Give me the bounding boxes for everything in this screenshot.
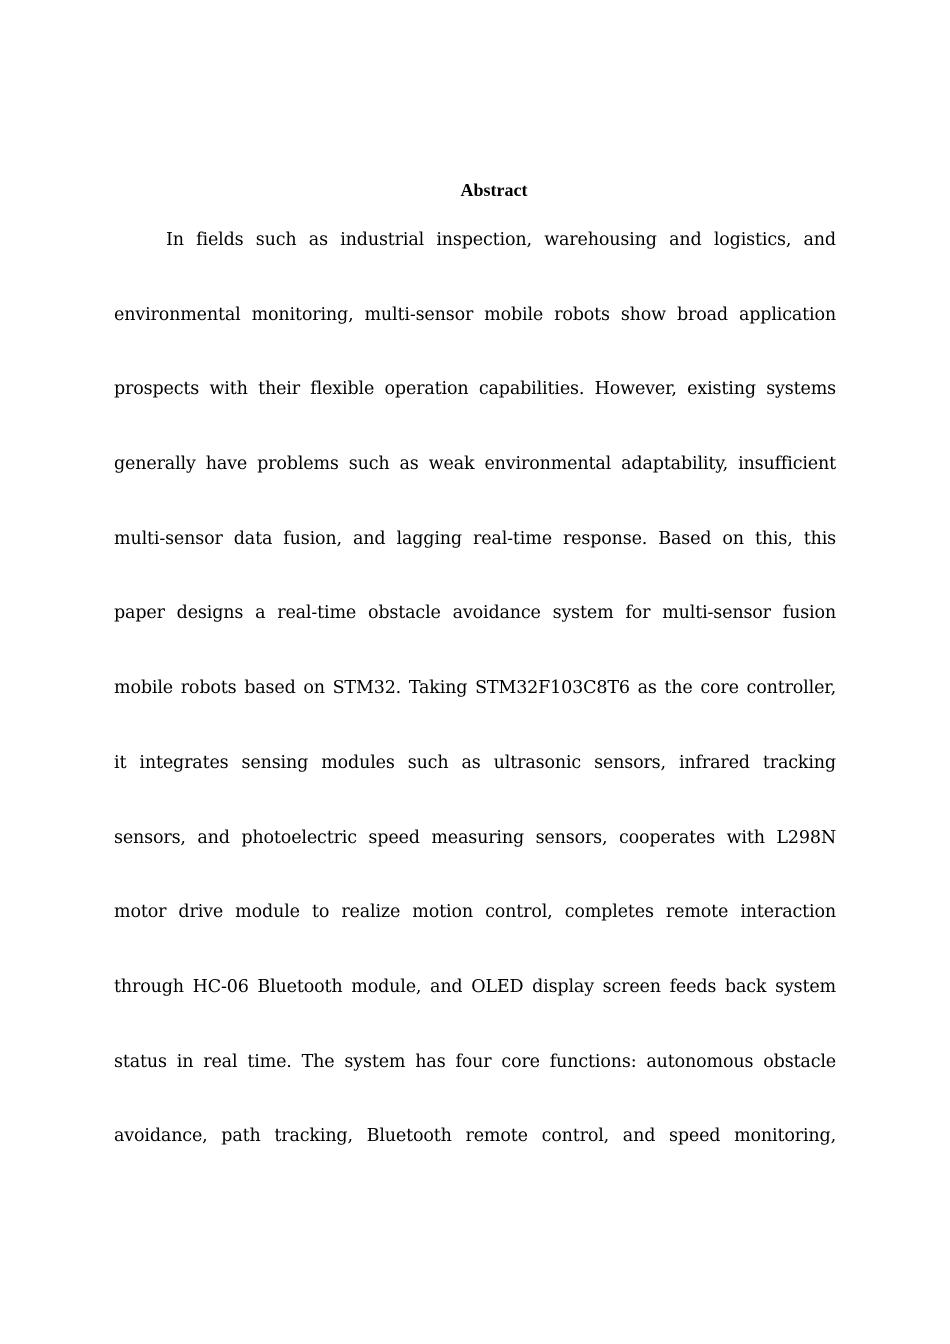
abstract-line: generally have problems such as weak environmental adaptability, insufficient bbox=[114, 454, 836, 475]
abstract-line: status in real time. The system has four core functions: autonomous obstacle bbox=[114, 1051, 836, 1072]
abstract-line: sensors, and photoelectric speed measuring sensors, cooperates with L298N bbox=[114, 827, 836, 848]
abstract-line: environmental monitoring, multi-sensor mobile robots show broad application bbox=[114, 304, 836, 325]
abstract-heading: Abstract bbox=[460, 180, 528, 200]
abstract-line: multi-sensor data fusion, and lagging real-time response. Based on this, this bbox=[114, 528, 836, 549]
abstract-line: mobile robots based on STM32. Taking STM32F103C8T6 as the core controller, bbox=[114, 678, 836, 699]
abstract-line: prospects with their flexible operation capabilities. However, existing systems bbox=[114, 379, 836, 400]
abstract-line: In fields such as industrial inspection, warehousing and logistics, and bbox=[166, 230, 836, 250]
abstract-line: avoidance, path tracking, Bluetooth remote control, and speed monitoring, bbox=[114, 1126, 836, 1147]
abstract-paragraph bbox=[114, 226, 836, 1197]
abstract-line: through HC-06 Bluetooth module, and OLED display screen feeds back system bbox=[114, 976, 836, 997]
abstract-line: paper designs a real-time obstacle avoidance system for multi-sensor fusion bbox=[114, 603, 836, 624]
abstract-line: motor drive module to realize motion control, completes remote interaction bbox=[114, 902, 836, 923]
abstract-line: it integrates sensing modules such as ultrasonic sensors, infrared tracking bbox=[114, 752, 836, 773]
